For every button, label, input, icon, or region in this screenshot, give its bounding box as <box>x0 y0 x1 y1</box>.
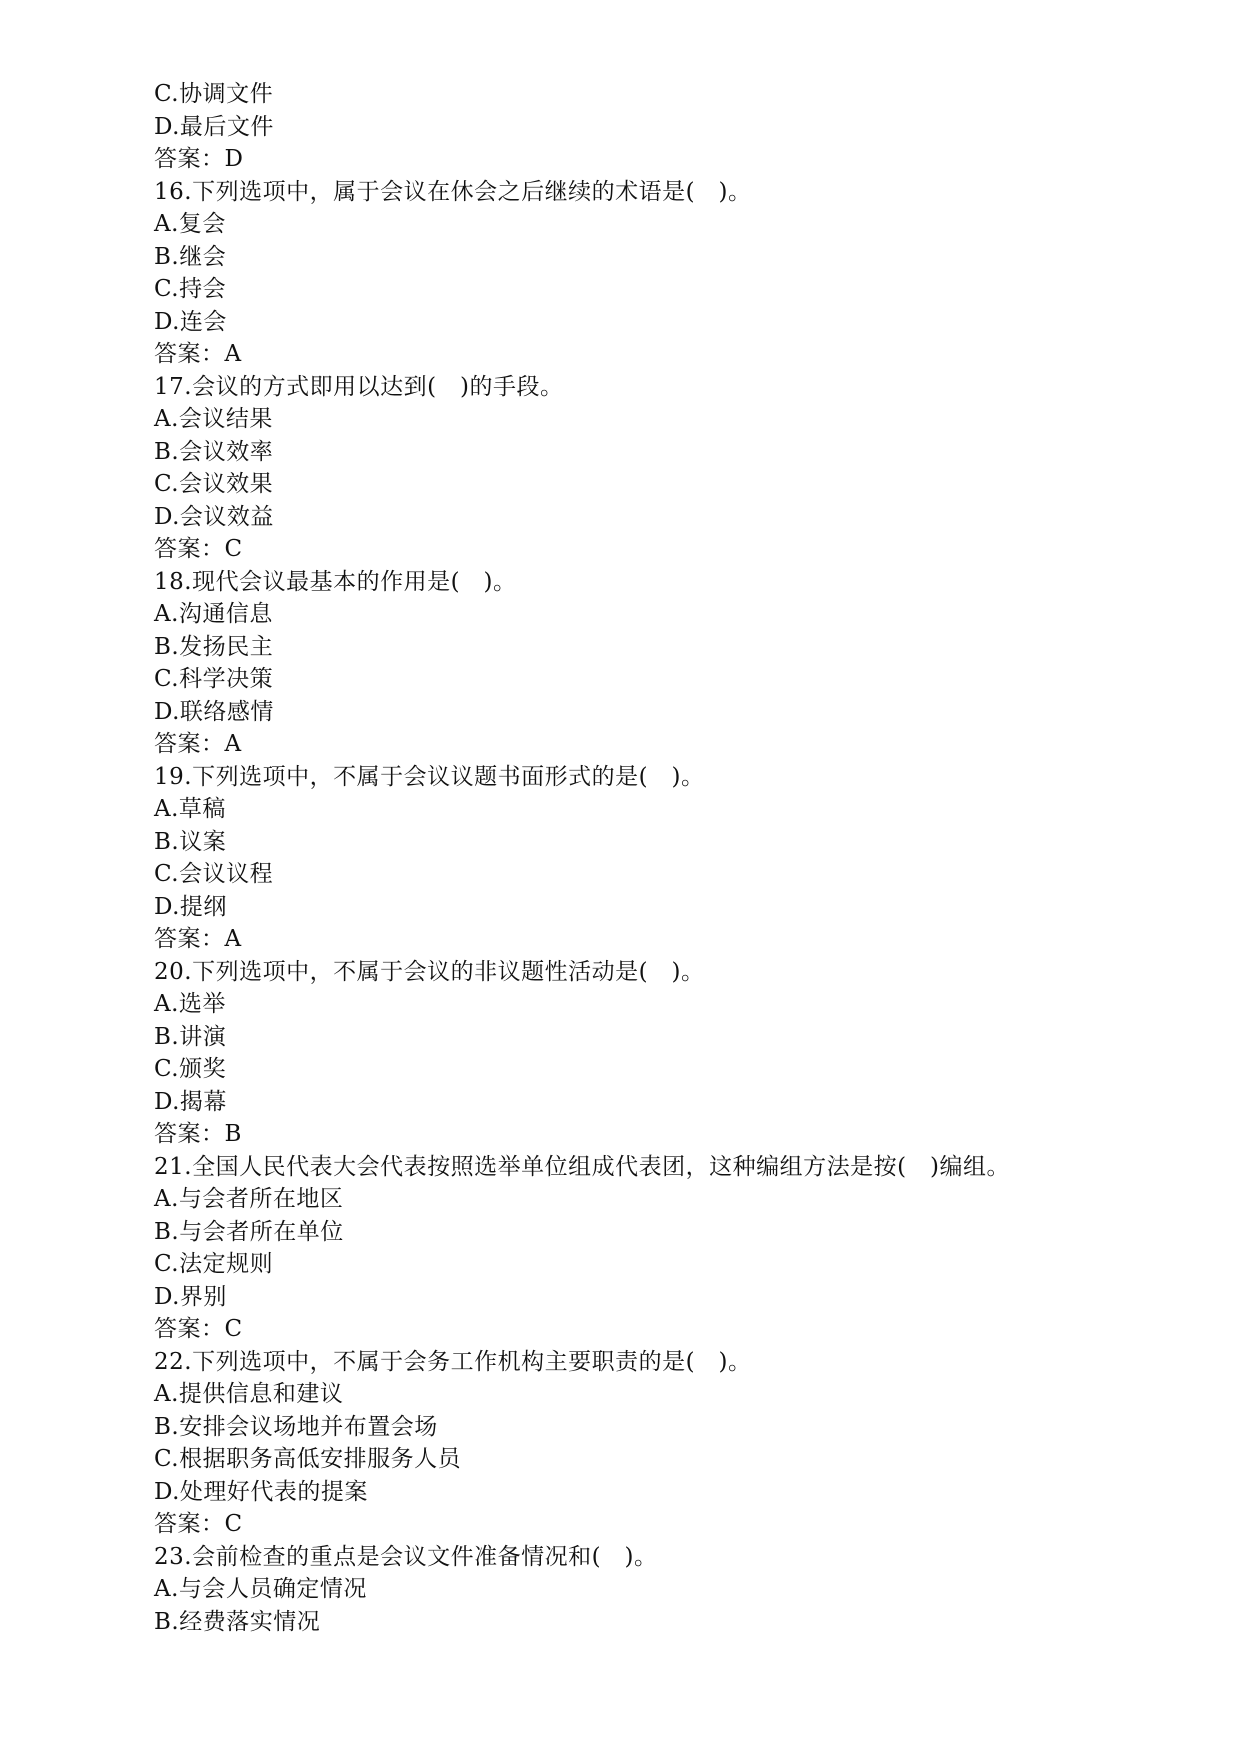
option-a: A.与会者所在地区 <box>154 1186 344 1212</box>
option-d: D.处理好代表的提案 <box>154 1478 368 1505</box>
option-d: D.最后文件 <box>154 113 274 140</box>
option-c: C.法定规则 <box>154 1251 274 1277</box>
question-stem: 23.会前检查的重点是会议文件准备情况和( )。 <box>154 1543 658 1570</box>
option-d: D.提纲 <box>154 893 227 920</box>
answer: 答案：D <box>154 146 244 172</box>
option-c: C.持会 <box>154 276 227 302</box>
question-stem: 17.会议的方式即用以达到( )的手段。 <box>154 373 564 400</box>
option-a: A.会议结果 <box>154 406 273 432</box>
option-b: B.发扬民主 <box>154 633 274 660</box>
question-stem: 18.现代会议最基本的作用是( )。 <box>154 568 517 595</box>
question-block-23 <box>154 1541 1181 1639</box>
answer: 答案：A <box>154 341 242 367</box>
option-c: C.会议效果 <box>154 471 274 497</box>
option-a: A.草稿 <box>154 796 226 822</box>
option-a: A.沟通信息 <box>154 601 273 627</box>
option-b: B.议案 <box>154 828 227 855</box>
question-block-18 <box>154 566 1181 761</box>
option-b: B.与会者所在单位 <box>154 1218 344 1245</box>
answer: 答案：C <box>154 1511 243 1537</box>
option-d: D.会议效益 <box>154 503 274 530</box>
answer: 答案：C <box>154 536 243 562</box>
question-block-22 <box>154 1346 1181 1541</box>
question-block-16 <box>154 176 1181 371</box>
option-b: B.经费落实情况 <box>154 1608 321 1635</box>
option-a: A.提供信息和建议 <box>154 1381 344 1407</box>
option-c: C.协调文件 <box>154 81 274 107</box>
question-stem: 21.全国人民代表大会代表按照选举单位组成代表团，这种编组方法是按( )编组。 <box>154 1153 1011 1180</box>
answer: 答案：B <box>154 1121 242 1147</box>
answer: 答案：A <box>154 926 242 952</box>
option-a: A.复会 <box>154 211 226 237</box>
question-block-15-continuation <box>154 78 1181 176</box>
option-c: C.会议议程 <box>154 861 274 887</box>
question-block-21 <box>154 1151 1181 1346</box>
option-c: C.科学决策 <box>154 666 274 692</box>
option-d: D.联络感情 <box>154 698 274 725</box>
question-stem: 16.下列选项中，属于会议在休会之后继续的术语是( )。 <box>154 178 752 205</box>
option-a: A.与会人员确定情况 <box>154 1576 367 1602</box>
option-b: B.会议效率 <box>154 438 274 465</box>
question-stem: 20.下列选项中，不属于会议的非议题性活动是( )。 <box>154 958 705 985</box>
question-block-19 <box>154 761 1181 956</box>
option-d: D.揭幕 <box>154 1088 227 1115</box>
option-b: B.讲演 <box>154 1023 227 1050</box>
option-a: A.选举 <box>154 991 226 1017</box>
option-c: C.颁奖 <box>154 1056 227 1082</box>
question-stem: 22.下列选项中，不属于会务工作机构主要职责的是( )。 <box>154 1348 752 1375</box>
answer: 答案：C <box>154 1316 243 1342</box>
option-b: B.继会 <box>154 243 227 270</box>
question-block-17 <box>154 371 1181 566</box>
question-block-20 <box>154 956 1181 1151</box>
option-d: D.界别 <box>154 1283 227 1310</box>
answer: 答案：A <box>154 731 242 757</box>
option-b: B.安排会议场地并布置会场 <box>154 1413 438 1440</box>
question-stem: 19.下列选项中，不属于会议议题书面形式的是( )。 <box>154 763 705 790</box>
option-c: C.根据职务高低安排服务人员 <box>154 1446 462 1472</box>
option-d: D.连会 <box>154 308 227 335</box>
